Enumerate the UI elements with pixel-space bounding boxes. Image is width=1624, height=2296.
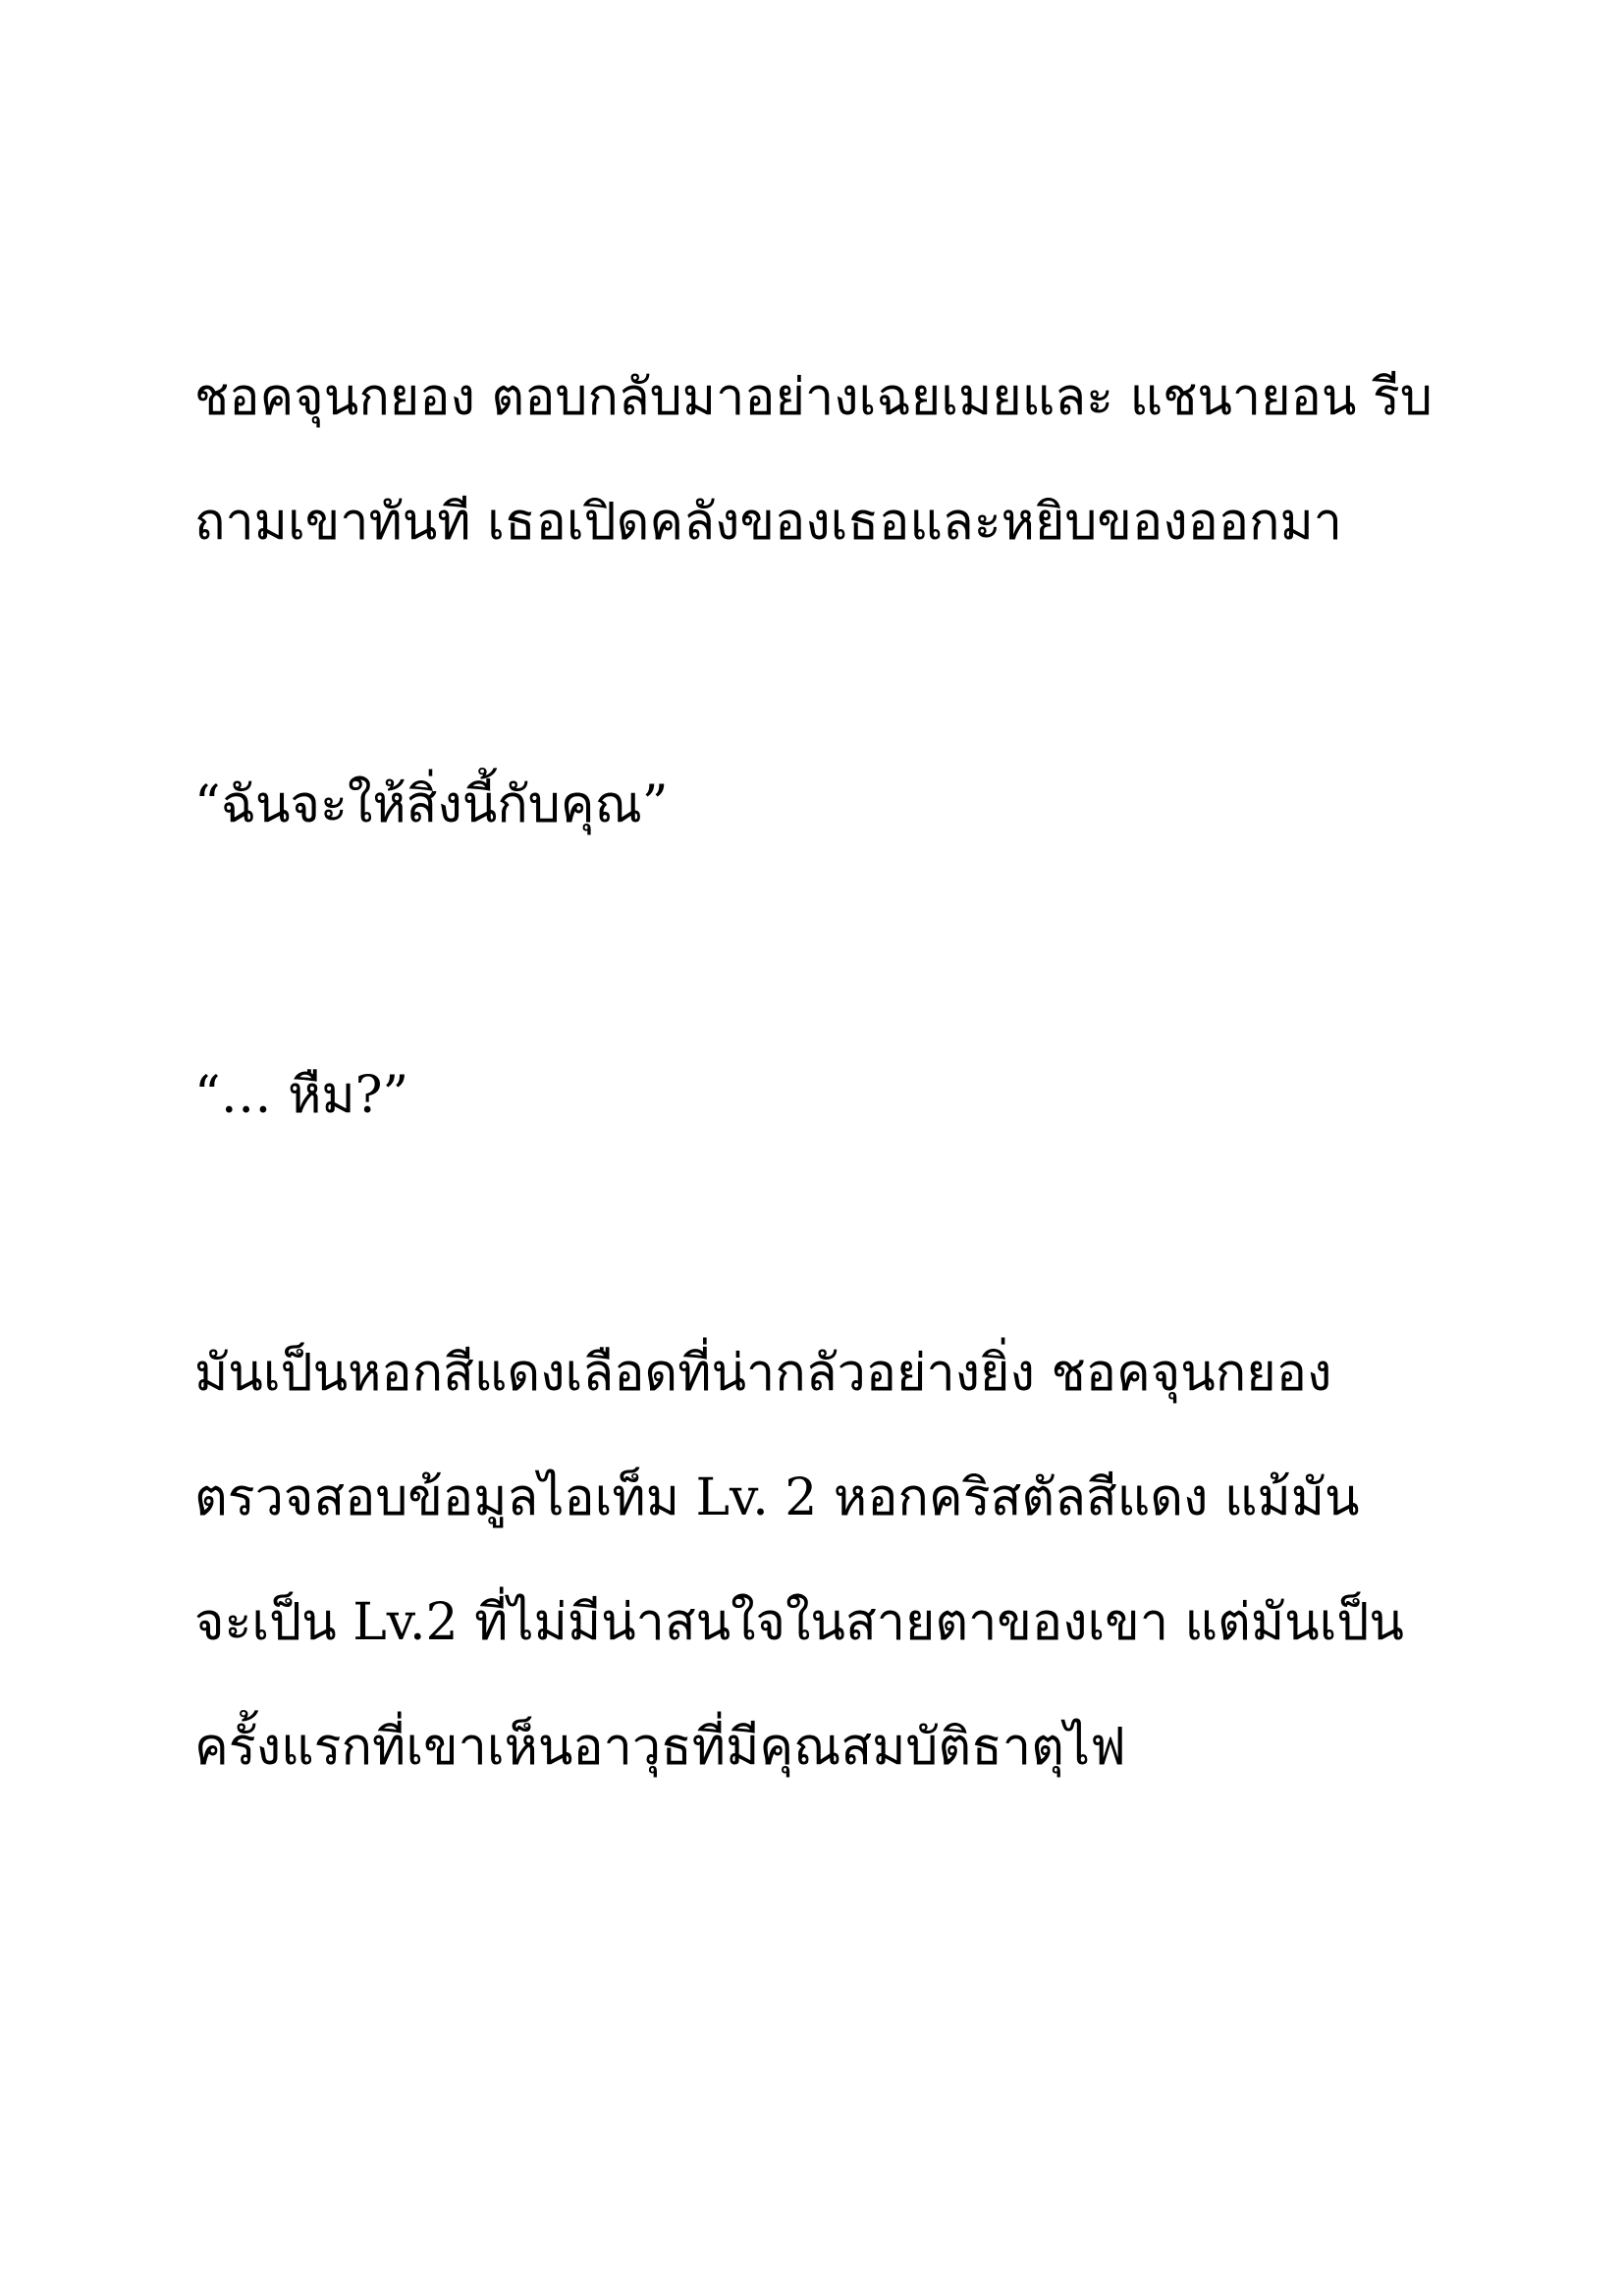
paragraph-2-line-4: ครั้งแรกที่เขาเห็นอาวุธที่มีคุณสมบัติธาตุไฟ <box>194 1718 1126 1777</box>
paragraph-1-line-1: ชอคจุนกยอง ตอบกลับมาอย่างเฉยเมยและ แชนายอน รีบ <box>194 368 1433 427</box>
paragraph-2-line-3: จะเป็น Lv.2 ที่ไม่มีน่าสนใจในสายตาของเขา แต่มันเป็น <box>194 1593 1404 1652</box>
dialogue-line-1: “ฉันจะให้สิ่งนี้กับคุณ” <box>194 775 669 834</box>
paragraph-2-line-1: มันเป็นหอกสีแดงเลือดที่น่ากลัวอย่างยิ่ง ชอคจุนกยอง <box>194 1344 1332 1403</box>
paragraph-1-line-2: ถามเขาทันที เธอเปิดคลังของเธอและหยิบของออกมา <box>194 493 1343 552</box>
paragraph-2-line-2: ตรวจสอบข้อมูลไอเท็ม Lv. 2 หอกคริสตัลสีแดง แม้มัน <box>194 1468 1360 1527</box>
dialogue-line-2: “… หืม?” <box>194 1066 409 1125</box>
